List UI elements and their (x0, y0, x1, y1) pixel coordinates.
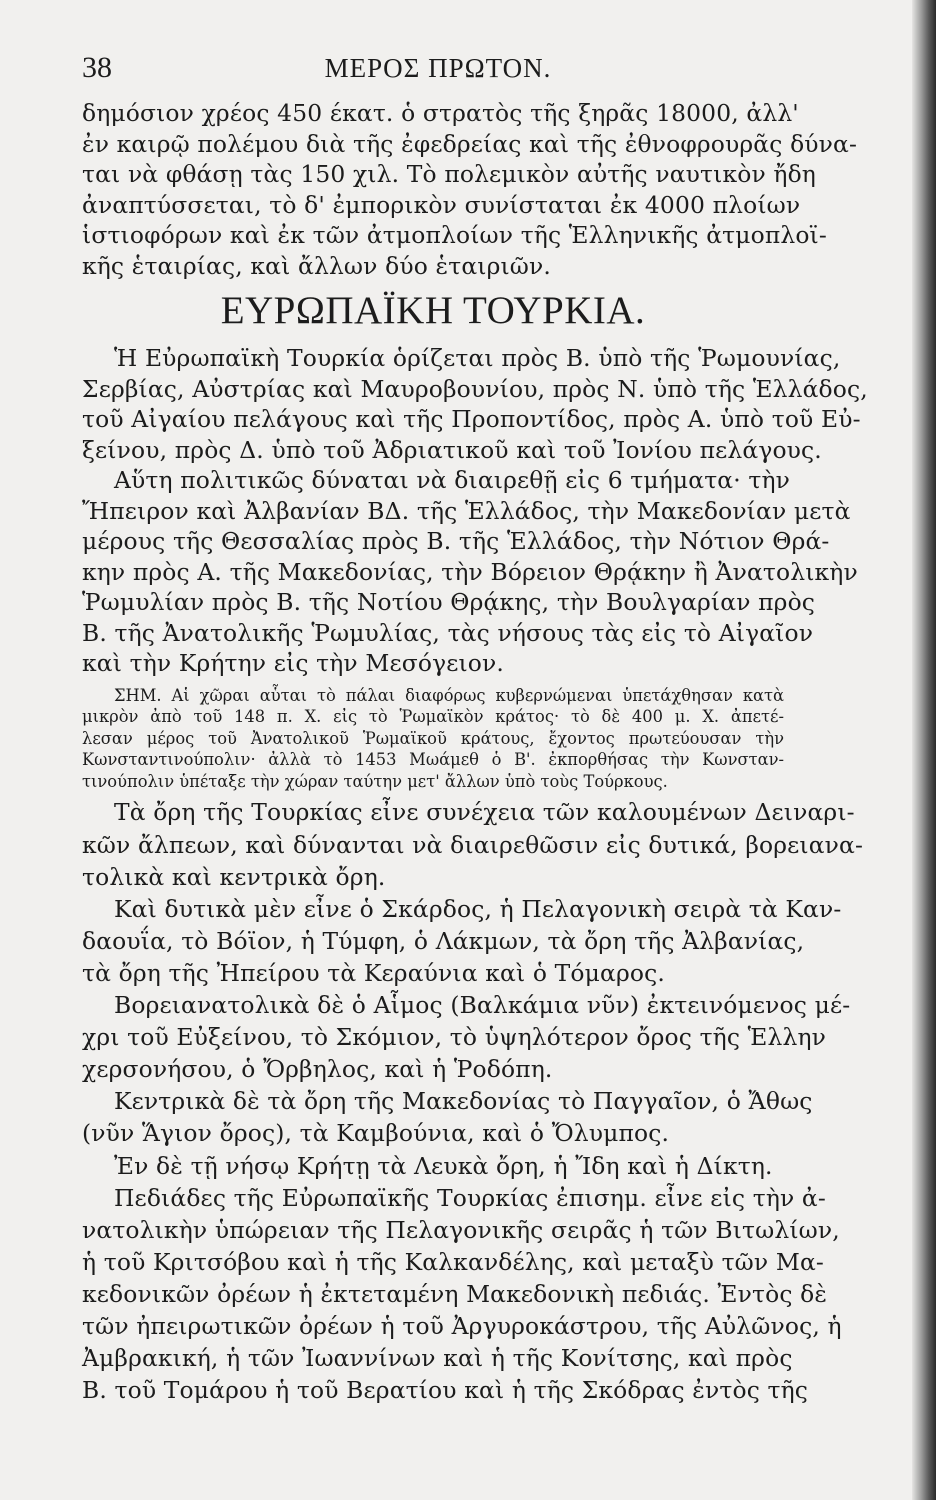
text-line: ξείνου, πρὸς Δ. ὑπὸ τοῦ Ἀδριατικοῦ καὶ τοῦ Ἰονίου πελάγους. (82, 435, 822, 464)
text-line: τὰ ὄρη τῆς Ἠπείρου τὰ Κεραύνια καὶ ὁ Τόμαρος. (82, 958, 665, 987)
running-head (82, 48, 794, 88)
text-line: Ἐν δὲ τῇ νήσῳ Κρήτῃ τὰ Λευκὰ ὄρη, ἡ Ἴδη καὶ ἡ Δίκτη. (114, 1151, 773, 1180)
text-line: Β. τοῦ Τομάρου ἡ τοῦ Βερατίου καὶ ἡ τῆς Σκόδρας ἐντὸς τῆς (82, 1376, 809, 1405)
note-line: λεσαν μέρος τοῦ Ἀνατολικοῦ Ῥωμαϊκοῦ κράτους, ἔχοντος πρωτεύουσαν τὴν (82, 728, 784, 748)
section-title: ΕΥΡΩΠΑΪΚΗ ΤΟΥΡΚΙΑ. (220, 289, 646, 332)
mountains-paragraphs (82, 796, 864, 1406)
text-line: ἱστιοφόρων καὶ ἐκ τῶν ἀτμοπλοίων τῆς Ἑλληνικῆς ἀτμοπλοϊ- (82, 221, 827, 249)
text-line: χερσονήσου, ὁ Ὄρβηλος, καὶ ἡ Ῥοδόπη. (82, 1055, 553, 1084)
text-line: τῶν ἠπειρωτικῶν ὀρέων ἡ τοῦ Ἀργυροκάστρου, τῆς Αὐλῶνος, ἡ (82, 1311, 842, 1340)
text-line: κην πρὸς Α. τῆς Μακεδονίας, τὴν Βόρειον Θρᾴκην ἢ Ἀνατολικὴν (82, 557, 858, 586)
text-line: δαουΐα, τὸ Βόϊον, ἡ Τύμφη, ὁ Λάκμων, τὰ ὄρη τῆς Ἀλβανίας, (82, 926, 805, 955)
text-line: Ἡ Εὐρωπαϊκὴ Τουρκία ὁρίζεται πρὸς Β. ὑπὸ τῆς Ῥωμουνίας, (114, 344, 841, 372)
text-line: Ῥωμυλίαν πρὸς Β. τῆς Νοτίου Θρᾴκης, τὴν Βουλγαρίαν πρὸς (82, 588, 816, 616)
text-line: Κεντρικὰ δὲ τὰ ὄρη τῆς Μακεδονίας τὸ Παγγαῖον, ὁ Ἄθως (114, 1087, 813, 1116)
text-line: ἐν καιρῷ πολέμου διὰ τῆς ἐφεδρείας καὶ τῆς ἐθνοφρουρᾶς δύνα- (82, 129, 858, 158)
text-line: κεδονικῶν ὀρέων ἡ ἐκτεταμένη Μακεδονικὴ πεδιάς. Ἐντὸς δὲ (82, 1279, 828, 1308)
header-title: ΜΕΡΟΣ ΠΡΩΤΟΝ. (324, 53, 552, 83)
text-line: ἀναπτύσσεται, τὸ δ' ἐμπορικὸν συνίσταται ἐκ 4000 πλοίων (82, 190, 801, 219)
text-line: ται νὰ φθάσῃ τὰς 150 χιλ. Τὸ πολεμικὸν αὐτῆς ναυτικὸν ἤδη (82, 160, 816, 188)
text-line: νατολικὴν ὑπώρειαν τῆς Πελαγονικῆς σειρᾶς ἡ τῶν Βιτωλίων, (82, 1215, 840, 1244)
intro-paragraph (82, 98, 858, 281)
text-line: τοῦ Αἰγαίου πελάγους καὶ τῆς Προποντίδος, πρὸς Α. ὑπὸ τοῦ Εὐ- (82, 405, 861, 433)
text-line: μέρους τῆς Θεσσαλίας πρὸς Β. τῆς Ἑλλάδος, τὴν Νότιον Θρά- (82, 527, 830, 555)
text-line: ἡ τοῦ Κριτσόβου καὶ ἡ τῆς Καλκανδέλης, καὶ μεταξὺ τῶν Μα- (82, 1247, 824, 1276)
text-line: Βορειανατολικὰ δὲ ὁ Αἷμος (Βαλκάμια νῦν) ἐκτεινόμενος μέ- (114, 991, 851, 1020)
text-line: (νῦν Ἅγιον ὄρος), τὰ Καμβούνια, καὶ ὁ Ὄλυμπος. (82, 1119, 670, 1148)
note-line: ΣΗΜ. Αἱ χῶραι αὗται τὸ πάλαι διαφόρως κυβερνώμεναι ὑπετάχθησαν κατὰ (114, 685, 784, 705)
note-line: τινούπολιν ὑπέταξε τὴν χώραν ταύτην μετ' ἄλλων ὑπὸ τοὺς Τούρκους. (82, 771, 668, 791)
note-line: Κωνσταντινούπολιν· ἀλλὰ τὸ 1453 Μωάμεθ ὁ Β'. ἐκπορθήσας τὴν Κωνσταν- (82, 750, 784, 770)
footnote (82, 685, 784, 793)
text-line: καὶ τὴν Κρήτην εἰς τὴν Μεσόγειον. (82, 649, 504, 677)
text-line: Σερβίας, Αὐστρίας καὶ Μαυροβουνίου, πρὸς Ν. ὑπὸ τῆς Ἑλλάδος, (82, 374, 868, 403)
borders-paragraph (82, 343, 868, 679)
text-line: κῶν ἄλπεων, καὶ δύνανται νὰ διαιρεθῶσιν εἰς δυτικά, βορειανα- (82, 830, 864, 859)
text-line: τολικὰ καὶ κεντρικὰ ὄρη. (82, 862, 386, 891)
text-line: Αὕτη πολιτικῶς δύναται νὰ διαιρεθῇ εἰς 6 τμήματα· τὴν (114, 466, 791, 494)
page-number: 38 (82, 51, 112, 84)
text-line: Β. τῆς Ἀνατολικῆς Ῥωμυλίας, τὰς νήσους τὰς εἰς τὸ Αἰγαῖον (82, 618, 814, 647)
text-line: Πεδιάδες τῆς Εὐρωπαϊκῆς Τουρκίας ἐπισημ. εἶνε εἰς τὴν ἀ- (114, 1183, 826, 1212)
note-line: μικρὸν ἀπὸ τοῦ 148 π. Χ. εἰς τὸ Ῥωμαϊκὸν κράτος· τὸ δὲ 400 μ. Χ. ἀπετέ- (82, 707, 784, 727)
text-line: Τὰ ὄρη τῆς Τουρκίας εἶνε συνέχεια τῶν καλουμένων Δειναρι- (114, 798, 855, 827)
text-line: Καὶ δυτικὰ μὲν εἶνε ὁ Σκάρδος, ἡ Πελαγονικὴ σειρὰ τὰ Καν- (114, 894, 842, 923)
text-line: χρι τοῦ Εὐξείνου, τὸ Σκόμιον, τὸ ὑψηλότερον ὄρος τῆς Ἑλλην (82, 1023, 826, 1052)
text-line: δημόσιον χρέος 450 έκατ. ὁ στρατὸς τῆς ξηρᾶς 18000, ἀλλ' (82, 99, 799, 127)
page-edge-shadow (912, 0, 936, 1500)
text-line: Ἤπειρον καὶ Ἀλβανίαν ΒΔ. τῆς Ἑλλάδος, τὴν Μακεδονίαν μετὰ (82, 496, 851, 525)
text-line: Ἀμβρακική, ἡ τῶν Ἰωαννίνων καὶ ἡ τῆς Κονίτσης, καὶ πρὸς (82, 1344, 793, 1373)
text-block (82, 98, 868, 1406)
text-line: κῆς ἑταιρίας, καὶ ἄλλων δύο ἑταιριῶν. (82, 251, 551, 280)
